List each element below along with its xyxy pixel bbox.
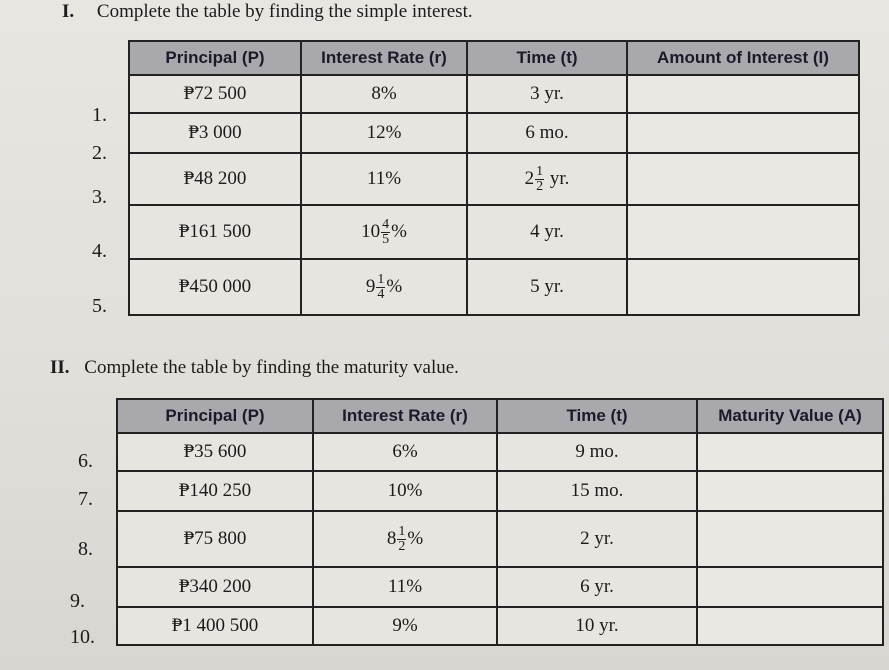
rate-cell [313, 511, 497, 567]
principal-cell: ₱340 200 [117, 567, 313, 607]
header-principal: Principal (P) [117, 399, 313, 433]
header-interest-rate: Interest Rate (r) [313, 399, 497, 433]
header-amount-of-interest: Amount of Interest (I) [627, 41, 859, 75]
maturity-answer-cell[interactable] [697, 607, 883, 645]
rate-cell [301, 205, 467, 259]
fraction-denominator: 4 [377, 286, 385, 302]
mixed-number-whole: 2 [524, 167, 535, 189]
time-cell: 6 mo. [467, 113, 627, 153]
row-number-1: 1. [92, 104, 107, 126]
interest-answer-cell[interactable] [627, 75, 859, 113]
table-row [117, 471, 883, 511]
time-cell: 15 mo. [497, 471, 697, 511]
row-number-6: 6. [78, 450, 93, 472]
table-row [117, 567, 883, 607]
time-cell: 9 mo. [497, 433, 697, 471]
row-number-8: 8. [78, 538, 93, 560]
time-cell: 3 yr. [467, 75, 627, 113]
rate-cell: 10% [313, 471, 497, 511]
row-number-7: 7. [78, 488, 93, 510]
rate-cell: 12% [301, 113, 467, 153]
interest-answer-cell[interactable] [627, 153, 859, 205]
rate-cell: 9% [313, 607, 497, 645]
table-row [129, 113, 859, 153]
table-row [117, 511, 883, 567]
table-header-row [129, 41, 859, 75]
table-header-row [117, 399, 883, 433]
row-number-5: 5. [92, 295, 107, 317]
principal-cell: ₱48 200 [129, 153, 301, 205]
part2-heading [50, 358, 459, 378]
principal-cell: ₱3 000 [129, 113, 301, 153]
table-row [117, 433, 883, 471]
percent-sign: % [407, 527, 424, 549]
rate-cell: 6% [313, 433, 497, 471]
fraction-numerator: 1 [377, 271, 385, 287]
maturity-answer-cell[interactable] [697, 433, 883, 471]
table-row [117, 607, 883, 645]
fraction [535, 165, 544, 194]
mixed-number-whole: 10 [361, 220, 381, 242]
mixed-number-whole: 9 [365, 275, 376, 297]
part1-heading-text: Complete the table by finding the simple interest. [96, 1, 473, 22]
part1-heading-number: I. [62, 1, 75, 22]
row-number-10: 10. [70, 626, 95, 648]
row-number-4: 4. [92, 240, 107, 262]
header-principal: Principal (P) [129, 41, 301, 75]
principal-cell: ₱450 000 [129, 259, 301, 315]
percent-sign: % [391, 220, 407, 242]
principal-cell: ₱161 500 [129, 205, 301, 259]
percent-sign: % [386, 275, 403, 297]
rate-cell: 8% [301, 75, 467, 113]
interest-answer-cell[interactable] [627, 205, 859, 259]
time-cell [467, 153, 627, 205]
table-row [129, 259, 859, 315]
header-time: Time (t) [467, 41, 627, 75]
part1-heading [62, 2, 473, 22]
part2-heading-number: II. [50, 357, 70, 378]
header-maturity-value: Maturity Value (A) [697, 399, 883, 433]
fraction-numerator: 1 [398, 523, 406, 539]
maturity-answer-cell[interactable] [697, 511, 883, 567]
mixed-number-whole: 8 [386, 527, 397, 549]
principal-cell: ₱75 800 [117, 511, 313, 567]
principal-cell: ₱35 600 [117, 433, 313, 471]
interest-answer-cell[interactable] [627, 259, 859, 315]
rate-cell: 11% [301, 153, 467, 205]
fraction-denominator: 2 [536, 178, 544, 194]
rate-cell: 11% [313, 567, 497, 607]
fraction-numerator: 1 [536, 163, 544, 179]
rate-cell [301, 259, 467, 315]
interest-answer-cell[interactable] [627, 113, 859, 153]
fraction-denominator: 2 [398, 538, 406, 554]
maturity-value-table [116, 398, 884, 646]
time-cell: 10 yr. [497, 607, 697, 645]
time-cell: 2 yr. [497, 511, 697, 567]
fraction [397, 525, 406, 554]
principal-cell: ₱72 500 [129, 75, 301, 113]
time-unit: yr. [549, 167, 570, 189]
header-time: Time (t) [497, 399, 697, 433]
row-number-3: 3. [92, 186, 107, 208]
time-cell: 4 yr. [467, 205, 627, 259]
fraction-denominator: 5 [382, 231, 390, 247]
maturity-answer-cell[interactable] [697, 567, 883, 607]
fraction [376, 273, 385, 302]
row-number-2: 2. [92, 142, 107, 164]
row-number-9: 9. [70, 590, 85, 612]
table-row [129, 153, 859, 205]
header-interest-rate: Interest Rate (r) [301, 41, 467, 75]
principal-cell: ₱140 250 [117, 471, 313, 511]
table-row [129, 205, 859, 259]
part2-heading-text: Complete the table by finding the maturity value. [84, 357, 459, 378]
fraction-numerator: 4 [382, 216, 390, 232]
time-cell: 6 yr. [497, 567, 697, 607]
table-row [129, 75, 859, 113]
maturity-answer-cell[interactable] [697, 471, 883, 511]
simple-interest-table [128, 40, 860, 316]
principal-cell: ₱1 400 500 [117, 607, 313, 645]
fraction [381, 218, 390, 247]
time-cell: 5 yr. [467, 259, 627, 315]
